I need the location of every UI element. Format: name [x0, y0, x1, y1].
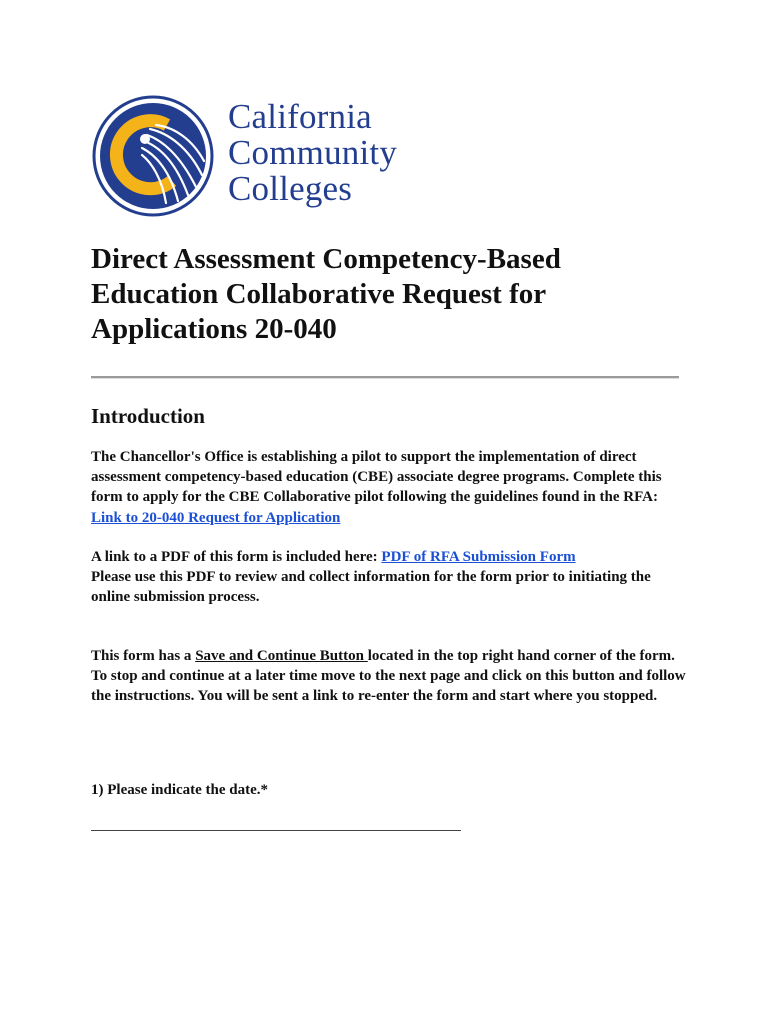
logo-word: Community — [228, 133, 398, 172]
logo-wordmark — [228, 99, 397, 207]
pdf-note-text: A link to a PDF of this form is included here: — [91, 549, 382, 565]
save-continue-reference: Save and Continue Button — [195, 648, 368, 664]
date-answer-line[interactable] — [91, 830, 461, 831]
save-note-paragraph — [91, 646, 691, 707]
logo-word: California — [228, 97, 372, 136]
logo-word: Colleges — [228, 169, 353, 208]
pdf-note-followup: Please use this PDF to review and collect information for the form prior to initiating the online submission process. — [91, 569, 651, 606]
save-note-followup: located in the top right hand corner of the form. To stop and continue at a later time move to the next page and click on this button and follow the instructions. You will be sent a link to re-enter the form and start where you stopped. — [91, 648, 686, 705]
college-seal-icon — [92, 95, 214, 217]
organization-logo — [92, 95, 432, 220]
intro-text: The Chancellor's Office is establishing a pilot to support the implementation of direct assessment competency-based education (CBE) associate degree programs. Complete this form to apply for the CBE Collaborative pilot following the guidelines found in the RFA: — [91, 449, 662, 506]
question-1-label: 1) Please indicate the date.* — [91, 782, 269, 798]
section-heading: Introduction — [91, 404, 205, 428]
page-title: Direct Assessment Competency-Based Education Collaborative Request for Applications 20-040 — [91, 243, 561, 345]
save-note-text: This form has a — [91, 648, 196, 664]
horizontal-divider — [91, 376, 679, 379]
intro-paragraph — [91, 447, 691, 528]
pdf-form-link[interactable]: PDF of RFA Submission Form — [381, 549, 576, 565]
rfa-link[interactable]: Link to 20-040 Request for Application — [91, 509, 341, 526]
pdf-note-paragraph — [91, 547, 691, 608]
